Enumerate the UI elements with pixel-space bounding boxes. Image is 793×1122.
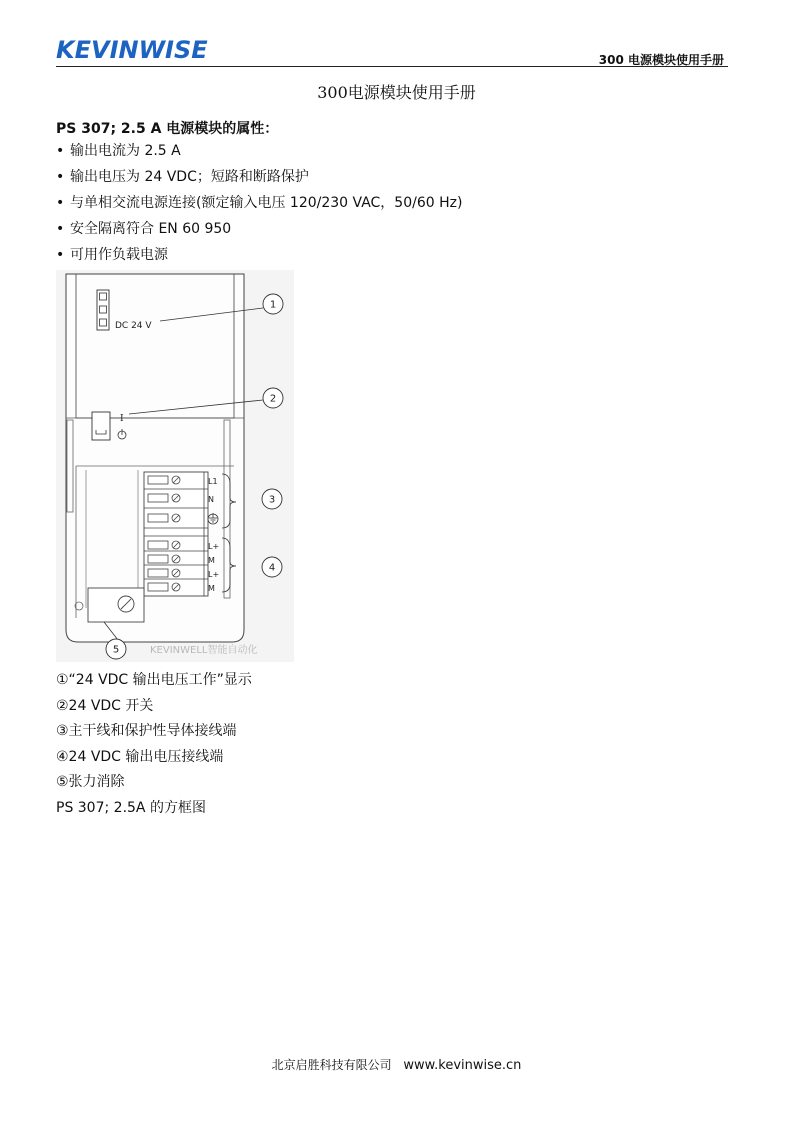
callout-1 [263,294,283,314]
dc-voltage-label: DC 24 V [115,321,152,331]
list-item: • 安全隔离符合 EN 60 950 [56,221,232,237]
callout-3 [262,489,282,509]
svg-text:1: 1 [269,299,277,311]
svg-text:3: 3 [268,494,276,506]
terminal-label-m: M [208,584,215,593]
power-module-diagram [56,270,294,662]
legend-item: ③主干线和保护性导体接线端 [56,723,237,740]
figure-legend [56,671,252,825]
legend-item: ⑤张力消除 [56,774,125,791]
callout-4 [262,557,282,577]
callout-2 [263,388,283,408]
section-title: PS 307; 2.5 A 电源模块的属性： [56,121,279,137]
header-divider [56,66,728,67]
switch-on-label: I [120,414,124,424]
terminal-label-l-plus: L+ [208,570,220,579]
terminal-label-l1: L1 [208,477,218,486]
list-item: • 与单相交流电源连接(额定输入电压 120/230 VAC，50/60 Hz) [56,195,463,211]
website-link[interactable]: www.kevinwise.cn [403,1058,522,1073]
list-item: • 输出电压为 24 VDC；短路和断路保护 [56,169,309,185]
legend-item: ①“24 VDC 输出电压工作”显示 [56,672,252,688]
kevinwise-logo: KEVINWISE [56,36,208,64]
property-list [56,142,462,272]
document-title: 300电源模块使用手册 [317,83,476,102]
svg-text:5: 5 [112,644,120,656]
watermark: KEVINWELL智能自动化 [150,645,258,656]
terminal-label-m: M [208,556,215,565]
legend-item: ②24 VDC 开关 [56,697,154,714]
svg-text:2: 2 [269,393,277,405]
terminal-label-n: N [208,495,214,504]
list-item: • 输出电流为 2.5 A [56,143,181,159]
page-footer [0,1056,793,1073]
header-title: 300 电源模块使用手册 [598,53,724,67]
page-header [56,34,728,68]
company-name: 北京启胜科技有限公司 [271,1058,392,1072]
block-diagram-caption: PS 307; 2.5A 的方框图 [56,799,206,816]
list-item: • 可用作负载电源 [56,247,168,263]
terminal-label-l-plus: L+ [208,542,220,551]
callout-5 [106,639,126,659]
legend-item: ④24 VDC 输出电压接线端 [56,748,224,765]
svg-text:4: 4 [268,562,276,574]
